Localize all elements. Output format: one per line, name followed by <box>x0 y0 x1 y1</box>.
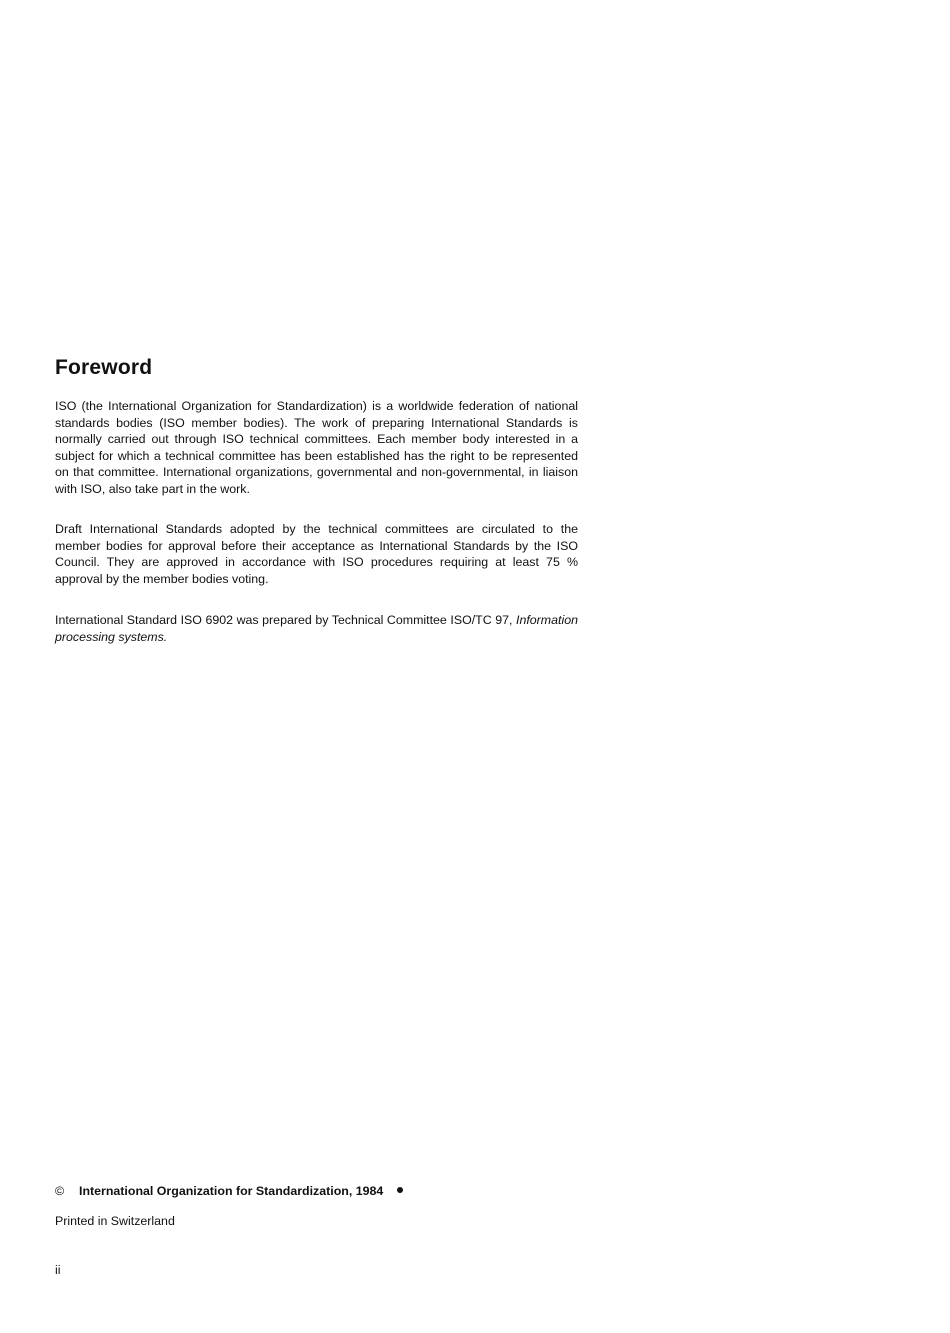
foreword-paragraph-2: Draft International Standards adopted by the technical committees are circulated to the member bodies for approval before their acceptance as International Standards by the ISO Council. They are approved in accordance with ISO procedures requiring at least 75 % approval by the member bodies voting. <box>55 522 578 586</box>
foreword-paragraph-1: ISO (the International Organization for Standardization) is a worldwide federation of national standards bodies (ISO member bodies). The work of preparing International Standards is normally carried out through ISO technical committees. Each member body interested in a subject for which a technical committee has been established has the right to be represented on that committee. International organizations, governmental and non-governmental, in liaison with ISO, also take part in the work. <box>55 399 578 496</box>
copyright-symbol: © <box>55 1184 65 1198</box>
committee-name: Information processing systems. <box>55 613 578 644</box>
copyright-organization: International Organization for Standardization, 1984 <box>79 1184 384 1198</box>
foreword-paragraph-3 <box>55 612 578 645</box>
bullet-icon <box>397 1187 403 1193</box>
copyright-line <box>55 1183 403 1199</box>
committee-statement: International Standard ISO 6902 was prepared by Technical Committee ISO/TC 97, <box>55 613 513 627</box>
page-number: ii <box>55 1263 61 1277</box>
page-title: Foreword <box>55 356 153 379</box>
printed-location: Printed in Switzerland <box>55 1214 175 1228</box>
